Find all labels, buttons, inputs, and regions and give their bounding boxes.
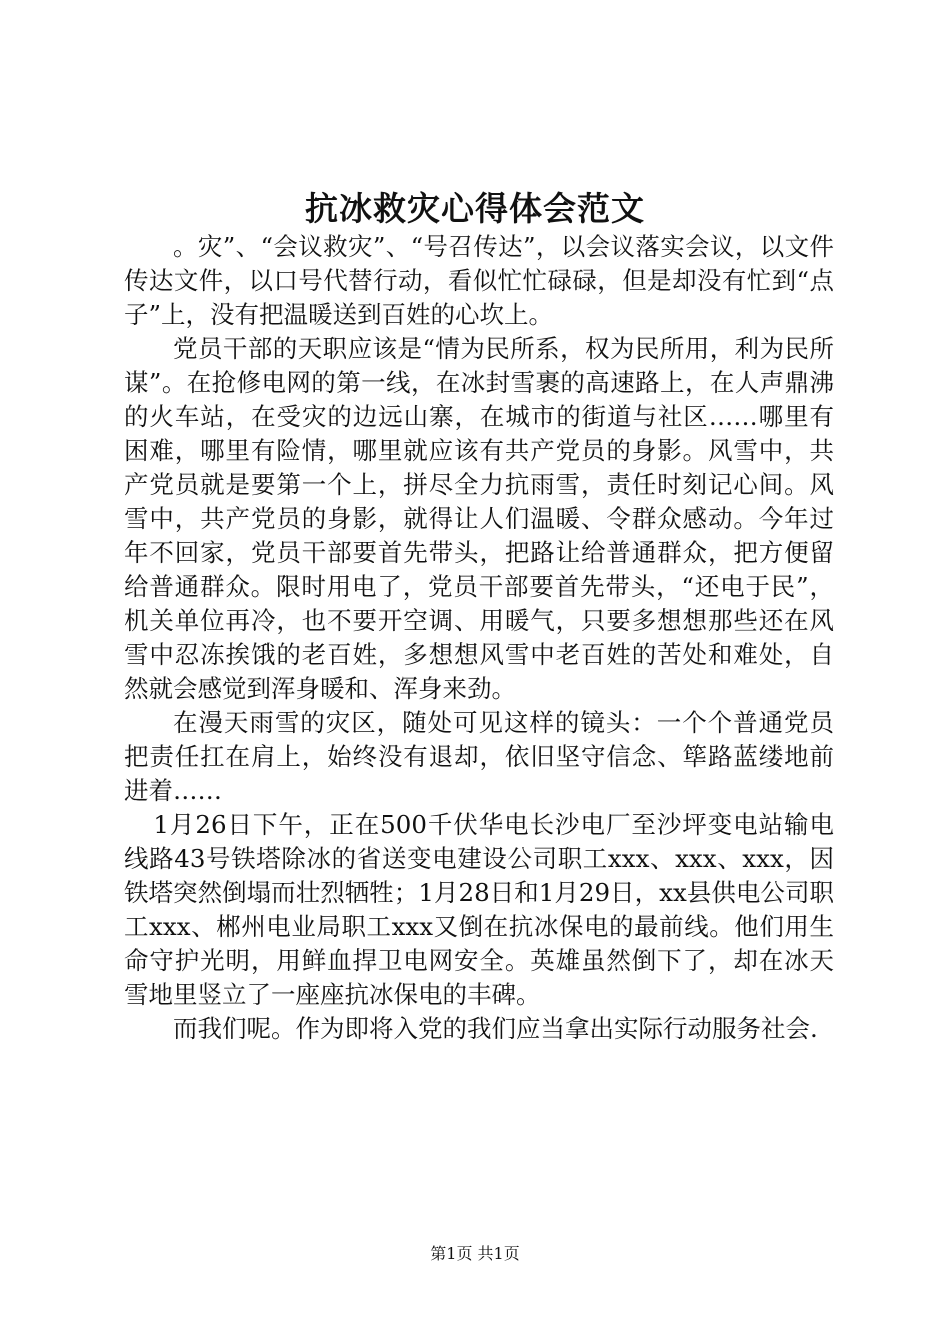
paragraph-1: 。灾”、“会议救灾”、“号召传达”，以会议落实会议，以文件传达文件，以口号代替行动，看似忙忙碌碌，但是却没有忙到“点子”上，没有把温暖送到百姓的心坎上。 — [124, 232, 834, 329]
paragraph-4: 1月26日下午，正在500千伏华电长沙电厂至沙坪变电站输电线路43号铁塔除冰的省送变电建设公司职工xxx、xxx、xxx，因铁塔突然倒塌而壮烈牺牲；1月28日和1月29日，xx县供电公司职工xxx、郴州电业局职工xxx又倒在抗冰保电的最前线。他们用生命守护光明，用鲜血捍卫电网安全。英雄虽然倒下了，却在冰天雪地里竖立了一座座抗冰保电的丰碑。 — [124, 810, 834, 1009]
paragraph-5: 而我们呢。作为即将入党的我们应当拿出实际行动服务社会. — [173, 1014, 818, 1043]
paragraph-2: 党员干部的天职应该是“情为民所系，权为民所用，利为民所谋”。在抢修电网的第一线，在冰封雪裹的高速路上，在人声鼎沸的火车站，在受灾的边远山寨，在城市的街道与社区……哪里有困难，哪里有险情，哪里就应该有共产党员的身影。风雪中，共产党员就是要第一个上，拼尽全力抗雨雪，责任时刻记心间。风雪中，共产党员的身影，就得让人们温暖、令群众感动。今年过年不回家，党员干部要首先带头，把路让给普通群众，把方便留给普通群众。限时用电了，党员干部要首先带头，“还电于民”，机关单位再冷，也不要开空调、用暖气，只要多想想那些还在风雪中忍冻挨饿的老百姓，多想想风雪中老百姓的苦处和难处，自然就会感觉到浑身暖和、浑身来劲。 — [124, 334, 834, 703]
paragraph-3: 在漫天雨雪的灾区，随处可见这样的镜头：一个个普通党员把责任扛在肩上，始终没有退却，依旧坚守信念、筚路蓝缕地前进着…… — [124, 708, 834, 805]
document-body — [124, 230, 834, 1046]
document-title: 抗冰救灾心得体会范文 — [305, 189, 645, 228]
page-footer: 第1页 共1页 — [430, 1244, 520, 1263]
